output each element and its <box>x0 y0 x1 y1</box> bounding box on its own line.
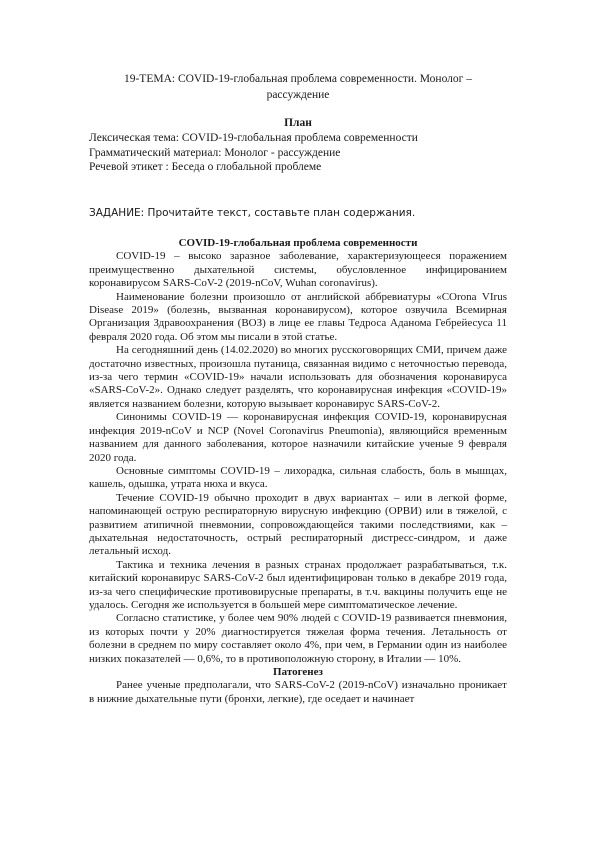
paragraph-treatment: Тактика и техника лечения в разных странах продолжает разрабатываться, т.к. китайский коронавирус SARS-CoV-2 был идентифицирован только в декабре 2019 года, из-за чего специфические противовирусные препараты, в т.ч. вакцины получить еще не удалось. Сегодня же используется в большей мере симптоматическое лечение. <box>89 558 507 611</box>
paragraph-definition: COVID-19 – высоко заразное заболевание, характеризующееся поражением преимущественно дыхательной системы, обусловленное инфицированием коронавирусом SARS-CoV-2 (2019-nCoV, Wuhan coronavirus). <box>89 250 507 290</box>
plan-list <box>89 131 418 175</box>
paragraph-confusion: На сегодняшний день (14.02.2020) во многих русскоговорящих СМИ, причем даже достаточно известных, произошла путаница, связанная видимо с неточностью перевода, из-за чего термин «COVID-19» начали использовать для обозначения коронавируса «SARS-CoV-2». Однако следует разделять, что коронавирусная инфекция «COVID-19» является названием болезни, которую вызывает коронавирус SARS-CoV-2. <box>89 344 507 410</box>
paragraph-statistics: Согласно статистике, у более чем 90% людей с COVID-19 развивается пневмония, из которых почти у 20% диагностируется тяжелая форма течения. Летальность от болезни в среднем по миру составляет около 4%, при чем, в Германии один из наиболее низких показателей — 0,6%, то в противоположную сторону, в Италии — 10%. <box>89 612 507 665</box>
article <box>89 237 507 706</box>
plan-item-speech: Речевой этикет : Беседа о глобальной проблеме <box>89 161 322 173</box>
plan-item-grammar: Грамматический материал: Монолог - рассуждение <box>89 146 341 159</box>
plan-item-lexical: Лексическая тема: COVID-19-глобальная проблема современности <box>89 132 418 144</box>
paragraph-course: Течение COVID-19 обычно проходит в двух вариантах – или в легкой форме, напоминающей острую респираторную вирусную инфекцию (ОРВИ) или в тяжелой, с развитием атипичной пневмонии, сопровождающейся такими последствиями, как – дыхательная недостаточность, острый респираторный дистресс-синдром, и даже летальный исход. <box>89 491 507 558</box>
plan-heading: План <box>284 117 312 129</box>
paragraph-synonyms: Синонимы COVID-19 — коронавирусная инфекция COVID-19, коронавирусная инфекция 2019-nCoV и NCP (Novel Coronavirus Pneumonia), являющийся временным названием для данного заболевания, которое назначили китайские ученые 9 февраля 2020 года. <box>89 411 507 464</box>
task-instruction: ЗАДАНИЕ: Прочитайте текст, составьте план содержания. <box>89 207 416 219</box>
page-title: 19-ТЕМА: COVID-19-глобальная проблема современности. Монолог – рассуждение <box>123 73 473 101</box>
paragraph-symptoms: Основные симптомы COVID-19 – лихорадка, сильная слабость, боль в мышцах, кашель, одышка, утрата нюха и вкуса. <box>89 464 507 491</box>
paragraph-pathogenesis: Ранее ученые предполагали, что SARS-CoV-2 (2019-nCoV) изначально проникает в нижние дыхательные пути (бронхи, легкие), где оседает и начинает <box>89 679 507 705</box>
pathogenesis-heading: Патогенез <box>273 666 323 678</box>
paragraph-naming: Наименование болезни произошло от английской аббревиатуры «COrona VIrus Disease 2019» (болезнь, вызванная коронавирусом), которое озвучила Всемирная Организация Здравоохранения (ВОЗ) в лице ее главы Тедроса Аданома Гебрейесуса 11 февраля 2020 года. Об этом мы писали в этой статье. <box>89 290 507 343</box>
article-heading: COVID-19-глобальная проблема современности <box>178 237 418 249</box>
